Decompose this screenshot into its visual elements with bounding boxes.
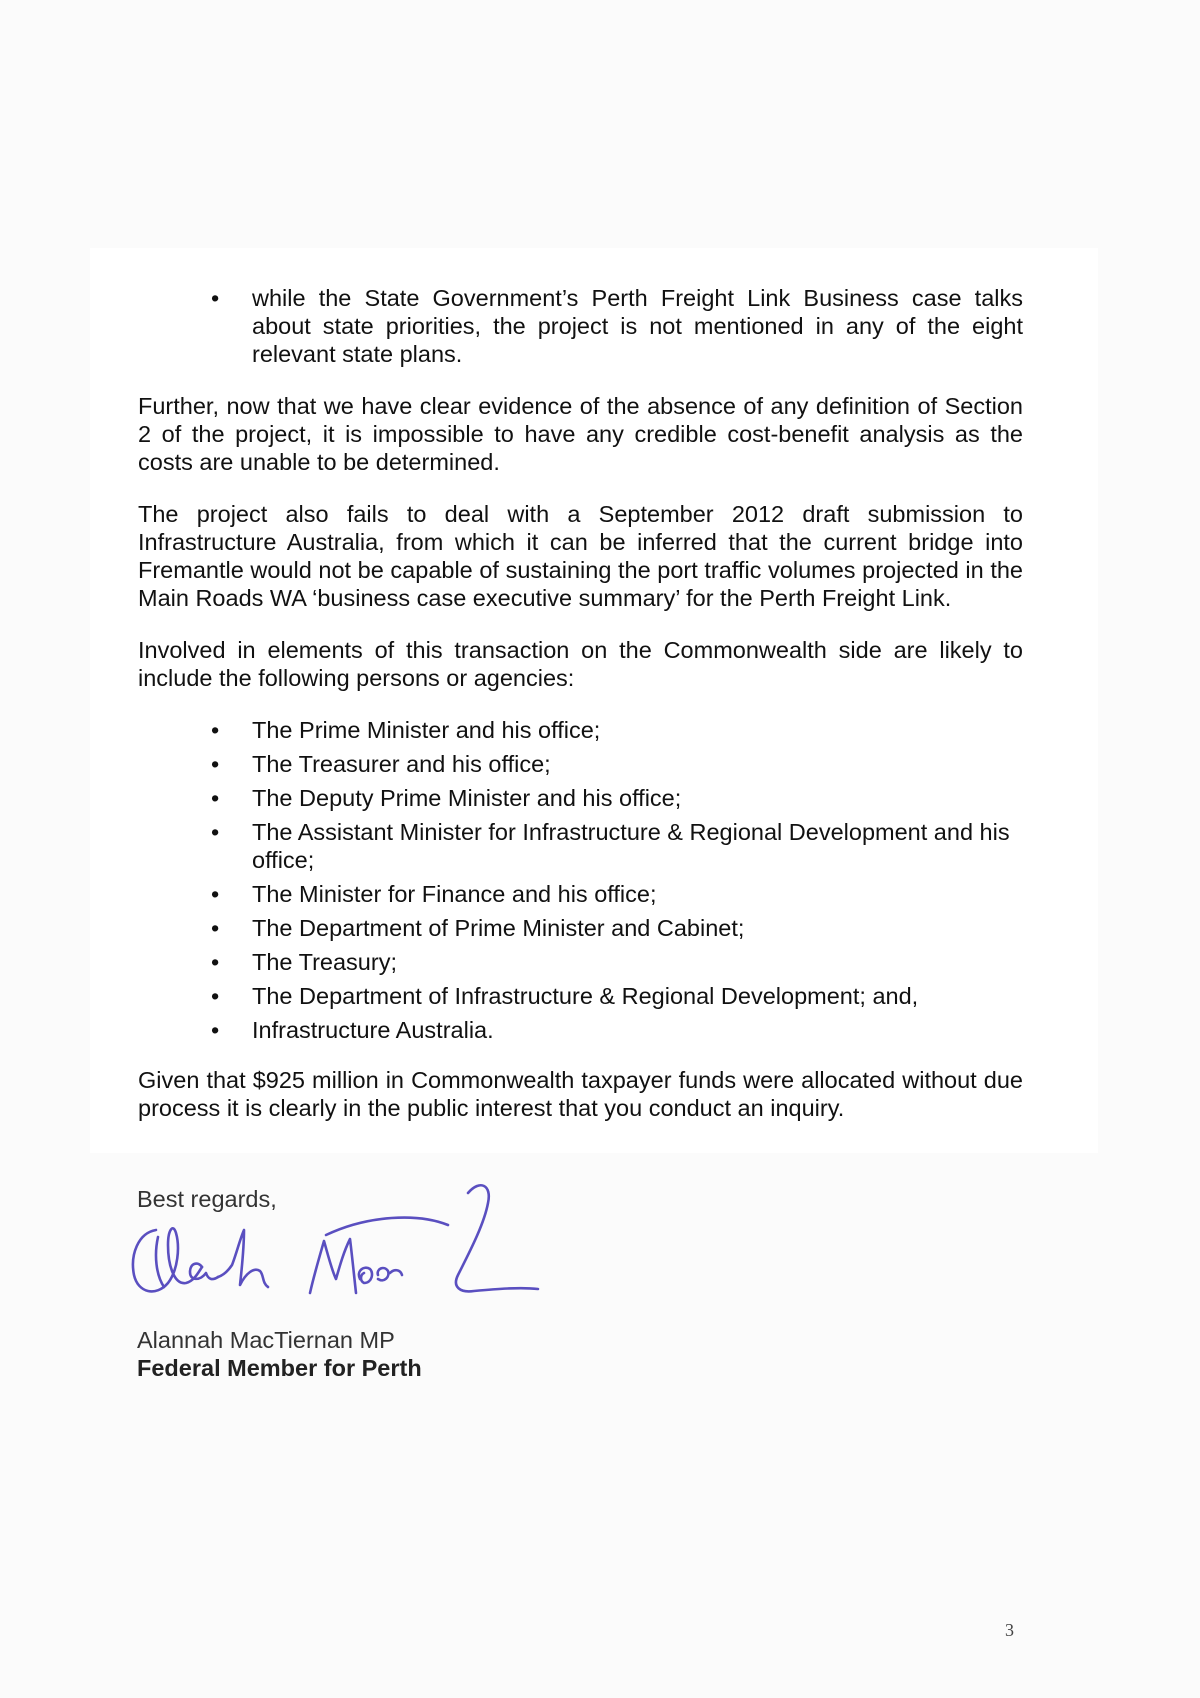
- bullet-text: The Department of Infrastructure & Regional Development; and,: [252, 983, 919, 1009]
- list-item: [138, 750, 1023, 778]
- bullet-marker: •: [211, 1017, 220, 1043]
- bullet-marker: •: [211, 751, 220, 777]
- page-number: 3: [1005, 1620, 1014, 1640]
- persons-agencies-list: [138, 716, 1023, 1050]
- bullet-marker: •: [211, 717, 220, 743]
- paragraph-project: The project also fails to deal with a September 2012 draft submission to Infrastructure Australia, from which it can be inferred that the current bridge into Fremantle would not be capable of sustaining the port traffic volumes projected in the Main Roads WA ‘business case executive summary’ for the Perth Freight Link.: [138, 501, 1023, 611]
- bullet-text: The Prime Minister and his office;: [252, 717, 601, 743]
- paragraph-further: Further, now that we have clear evidence of the absence of any definition of Section 2 of the project, it is impossible to have any credible cost-benefit analysis as the costs are unable to be determined.: [138, 393, 1023, 475]
- paragraph-given: Given that $925 million in Commonwealth taxpayer funds were allocated without due process it is clearly in the public interest that you conduct an inquiry.: [138, 1067, 1023, 1121]
- signer-name: Alannah MacTiernan MP: [137, 1327, 395, 1353]
- bullet-marker: •: [211, 819, 220, 845]
- list-item: [138, 818, 1023, 874]
- bullet-text: The Department of Prime Minister and Cabinet;: [252, 915, 745, 941]
- handwritten-signature: [128, 1175, 548, 1310]
- bullet-text: Infrastructure Australia.: [252, 1017, 494, 1043]
- list-item: [138, 948, 1023, 976]
- bullet-marker: •: [211, 915, 220, 941]
- bullet-text: The Assistant Minister for Infrastructure & Regional Development and his office;: [252, 819, 1010, 873]
- paragraph-involved: Involved in elements of this transaction on the Commonwealth side are likely to include the following persons or agencies:: [138, 637, 1023, 691]
- signer-title: Federal Member for Perth: [137, 1355, 422, 1381]
- bullet-text: The Minister for Finance and his office;: [252, 881, 657, 907]
- bullet-text: The Treasurer and his office;: [252, 751, 551, 777]
- bullet-marker: •: [211, 285, 220, 311]
- bullet-text: The Deputy Prime Minister and his office;: [252, 785, 682, 811]
- list-item: [138, 982, 1023, 1010]
- list-item: [138, 784, 1023, 812]
- list-item: [138, 1016, 1023, 1044]
- list-item: [138, 716, 1023, 744]
- bullet-text: The Treasury;: [252, 949, 397, 975]
- bullet-marker: •: [211, 949, 220, 975]
- bullet-text: while the State Government’s Perth Freight Link Business case talks about state priorities, the project is not mentioned in any of the eight relevant state plans.: [252, 285, 1023, 367]
- list-item: [138, 880, 1023, 908]
- closing-salutation: Best regards,: [137, 1186, 277, 1212]
- list-item: [138, 914, 1023, 942]
- bullet-marker: •: [211, 881, 220, 907]
- bullet-marker: •: [211, 983, 220, 1009]
- list-item: [138, 284, 1023, 368]
- continued-bullet-list: [138, 284, 1023, 368]
- bullet-marker: •: [211, 785, 220, 811]
